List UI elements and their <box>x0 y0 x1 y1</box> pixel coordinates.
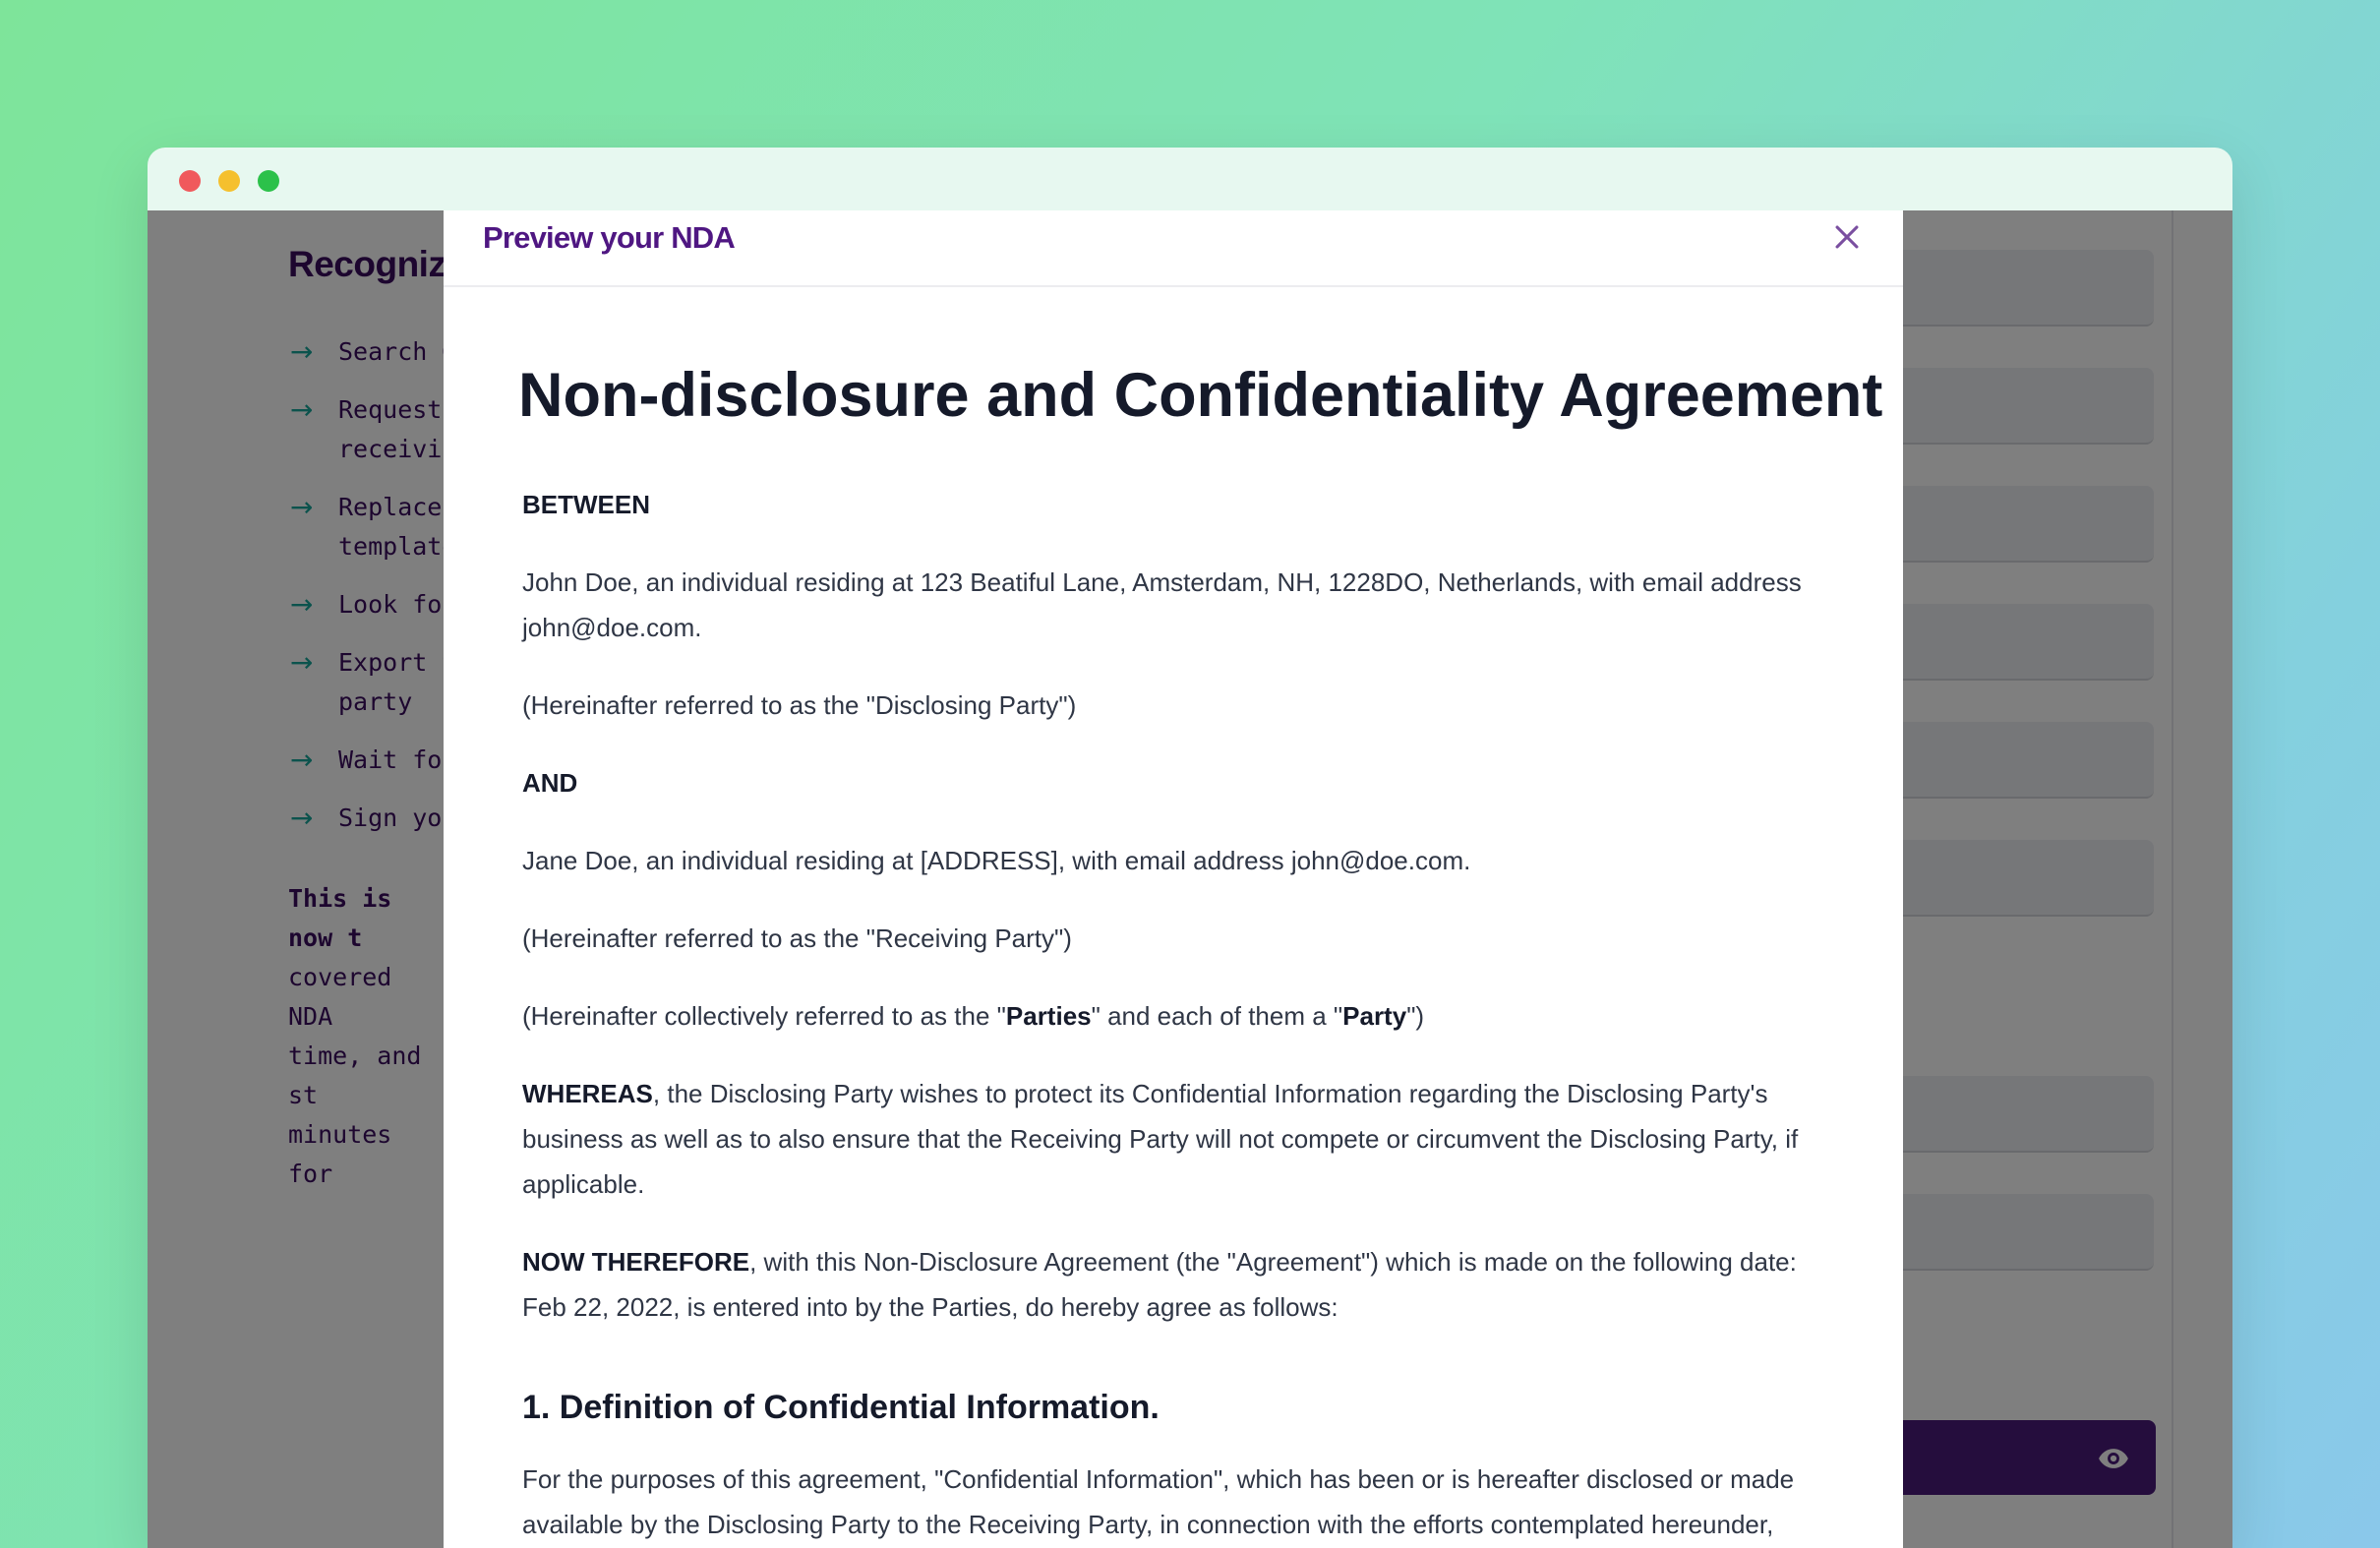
minimize-window-dot[interactable] <box>218 170 240 192</box>
and-label: AND <box>522 768 578 798</box>
whereas-label: WHEREAS <box>522 1079 653 1108</box>
browser-window <box>148 148 2232 1548</box>
parties-definition-middle: " and each of them a " <box>1091 1001 1343 1031</box>
now-therefore-text: , with this Non-Disclosure Agreement (the "Agreement") which is made on the following date: Feb 22, 2022, is entered into by the Parties, do hereby agree as follows: <box>522 1247 1797 1322</box>
receiving-party-reference: (Hereinafter referred to as the "Receiving Party") <box>522 923 1072 953</box>
between-label: BETWEEN <box>522 490 650 519</box>
close-icon[interactable] <box>1830 220 1864 254</box>
window-titlebar <box>148 148 2232 210</box>
page-content <box>148 210 2232 1548</box>
section-1-text: For the purposes of this agreement, "Confidential Information", which has been or is hereafter disclosed or made available by the Disclosing Party to the Receiving Party, in connection with the efforts contemplated hereunder, <box>522 1464 1795 1539</box>
whereas-clause <box>522 1071 1840 1207</box>
disclosing-party-reference: (Hereinafter referred to as the "Disclosing Party") <box>522 690 1077 720</box>
parties-term: Parties <box>1005 1001 1092 1031</box>
maximize-window-dot[interactable] <box>258 170 279 192</box>
parties-definition-prefix: (Hereinafter collectively referred to as the " <box>522 1001 1006 1031</box>
parties-definition <box>522 993 1840 1039</box>
whereas-text: , the Disclosing Party wishes to protect its Confidential Information regarding the Disclosing Party's business as well as to also ensure that the Receiving Party will not compete or circumvent the Disclosing Party, if applicable. <box>522 1079 1799 1199</box>
close-window-dot[interactable] <box>179 170 201 192</box>
document-heading: Non-disclosure and Confidentiality Agreement <box>518 361 1883 430</box>
modal-header <box>444 210 1903 287</box>
modal-title: Preview your NDA <box>483 220 735 255</box>
section-1-heading: 1. Definition of Confidential Information. <box>522 1389 1160 1426</box>
disclosing-party-description: John Doe, an individual residing at 123 Beatiful Lane, Amsterdam, NH, 1228DO, Netherlands, with email address john@doe.com. <box>522 567 1802 642</box>
nda-document <box>518 287 1883 1548</box>
receiving-party-description: Jane Doe, an individual residing at [ADDRESS], with email address john@doe.com. <box>522 846 1471 875</box>
nda-preview-modal <box>444 210 1903 1548</box>
now-therefore-clause <box>522 1239 1840 1330</box>
party-term: Party <box>1342 1001 1407 1031</box>
parties-definition-suffix: ") <box>1406 1001 1425 1031</box>
now-therefore-label: NOW THEREFORE <box>522 1247 750 1277</box>
